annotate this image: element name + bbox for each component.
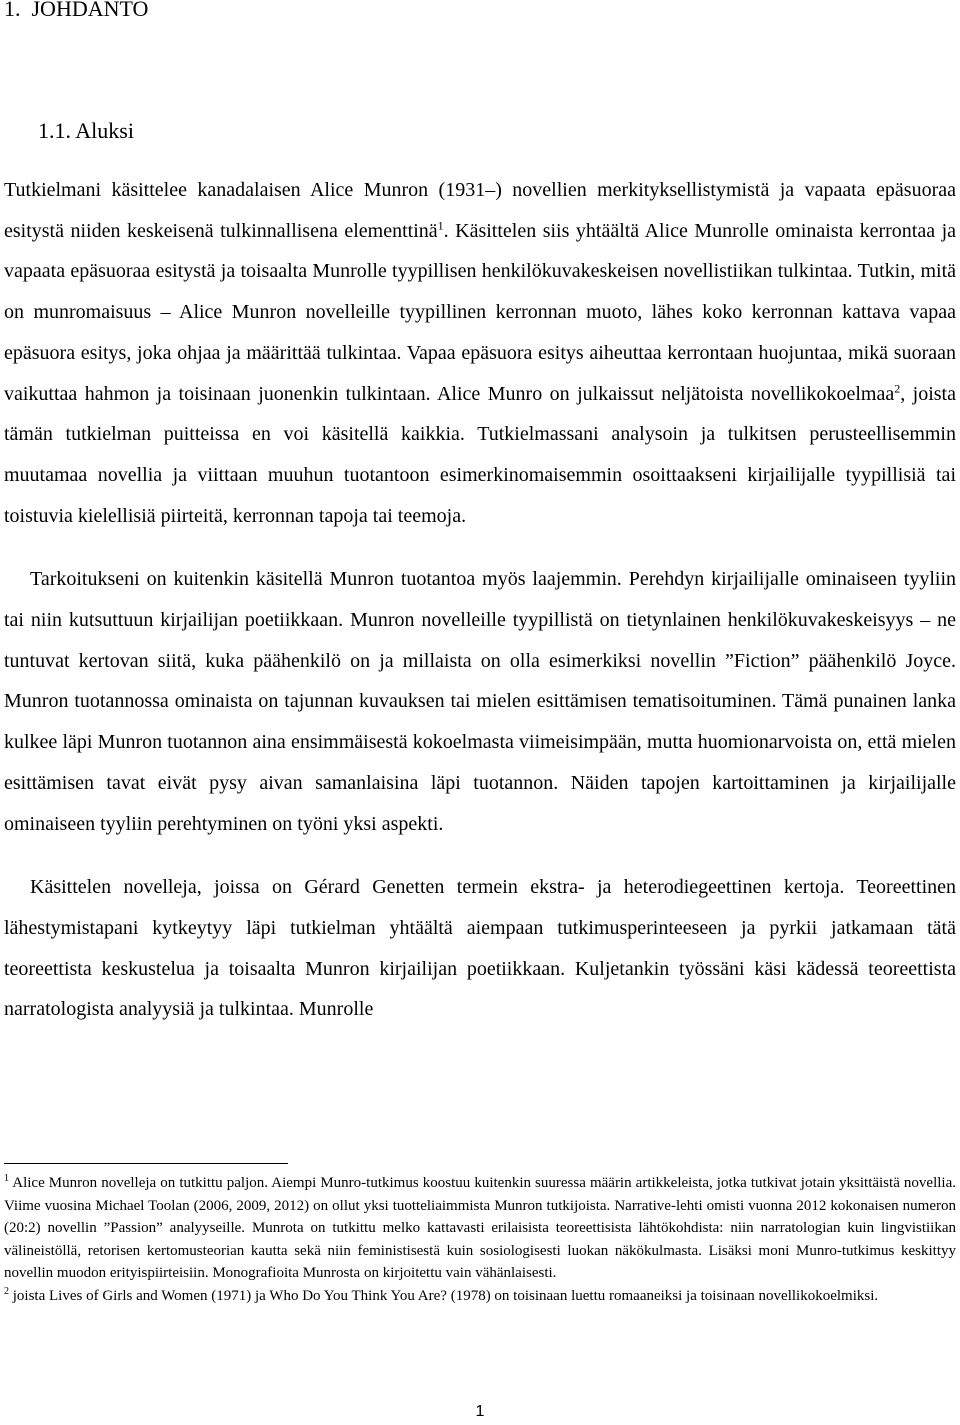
footnote-separator bbox=[4, 1163, 288, 1164]
chapter-heading: 1. JOHDANTO bbox=[4, 0, 149, 21]
page-number: 1 bbox=[475, 1403, 485, 1420]
paragraph-1-part-c: , joista tämän tutkielman puitteissa en voi käsitellä kaikkia. Tutkielmassani analysoin ja tulkitsen perusteellisemmin muutamaa novellia ja viittaan muuhun tuotantoon esimerkinomaisemmin osoittaakseni kirjailijalle tyypillisiä tai toistuvia kielellisiä piirteitä, kerronnan tapoja tai teemoja. bbox=[4, 382, 956, 527]
footnote-1 bbox=[4, 1172, 956, 1285]
paragraph-3: Käsittelen novelleja, joissa on Gérard Genetten termein ekstra- ja heterodiegeettinen kertoja. Teoreettinen lähestymistapani kytkeytyy läpi tutkielman yhtäältä aiempaan tutkimusperinteeseen ja pyrkii jatkamaan tätä teoreettista keskustelua ja toisaalta Munron kirjailijan poetiikkaan. Kuljetankin työssäni käsi kädessä teoreettista narratologista analyysiä ja tulkintaa. Munrolle bbox=[4, 876, 956, 1021]
footnote-2-text: joista Lives of Girls and Women (1971) ja Who Do You Think You Are? (1978) on toisinaan luettu romaaneiksi ja toisinaan novellikokoelmiksi. bbox=[9, 1287, 879, 1304]
body-text bbox=[4, 170, 956, 1053]
paragraph-1-part-b: . Käsittelen siis yhtäältä Alice Munrolle ominaista kerrontaa ja vapaata epäsuoraa esitystä ja toisaalta Munrolle tyypillisen henkilökuvakeskeisen novellistiikan tulkintaa. Tutkin, mitä on munromaisuus – Alice Munron novelleille tyypillinen kerronnan muoto, lähes koko kerronnan kattava vapaa epäsuora esitys, joka ohjaa ja määrittää tulkintaa. Vapaa epäsuora esitys aiheuttaa kerrontaan huojuntaa, mikä suoraan vaikuttaa hahmon ja toisinaan juonenkin tulkintaan. Alice Munro on julkaissut neljätoista novellikokoelmaa bbox=[4, 219, 956, 405]
section-heading: 1.1. Aluksi bbox=[38, 118, 134, 143]
footnote-2-number: 2 bbox=[4, 1285, 9, 1297]
footnote-ref-1[interactable]: 1 bbox=[437, 218, 444, 233]
paragraph-1 bbox=[4, 170, 956, 536]
footnote-2 bbox=[4, 1285, 956, 1308]
footnote-ref-2[interactable]: 2 bbox=[894, 380, 901, 395]
paragraph-1-part-a: Tutkielmani käsittelee kanadalaisen Alice Munron (1931–) novellien merkityksellistymistä ja vapaata epäsuoraa esitystä niiden keskeisenä tulkinnallisena elementtinä bbox=[4, 179, 956, 242]
footnote-1-text: Alice Munron novelleja on tutkittu paljon. Aiempi Munro-tutkimus koostuu kuitenkin suuressa määrin artikkeleista, jotka tutkivat jotain yksittäistä novellia. Viime vuosina Michael Toolan (2006, 2009, 2012) on ollut yksi tuotteliaimmista Munron tutkijoista. Narrative-lehti omisti vuonna 2012 kokonaisen numeron (20:2) novellin ”Passion” analyyseille. Munrota on tutkittu melko kattavasti erilaisista teoreettisista lähtökohdista: niin narratologian kuin lingvistiikan välineistöllä, retorisen kertomusteorian kautta sekä niin feministisestä kuin sosiologisesti luokan näkökulmasta. Lisäksi moni Munro-tutkimus keskittyy novellin muodon erityispiirteisiin. Monografioita Munrosta on kirjoitettu vain vähänlaisesti. bbox=[4, 1175, 956, 1281]
footnote-1-number: 1 bbox=[4, 1173, 9, 1184]
paragraph-2: Tarkoitukseni on kuitenkin käsitellä Munron tuotantoa myös laajemmin. Perehdyn kirjailijalle ominaiseen tyyliin tai niin kutsuttuun kirjailijan poetiikkaan. Munron novelleille tyypillistä on tietynlainen henkilökuvakeskeisyys – ne tuntuvat kertovan siitä, kuka päähenkilö on ja millaista on olla esimerkiksi novellin ”Fiction” päähenkilö Joyce. Munron tuotannossa ominaista on tajunnan kuvauksen tai mielen esittämisen tematisoituminen. Tämä punainen lanka kulkee läpi Munron tuotannon aina ensimmäisestä kokoelmasta viimeisimpään, mutta huomionarvoista on, että mielen esittämisen tavat eivät pysy aivan samanlaisina läpi tuotannon. Näiden tapojen kartoittaminen ja kirjailijalle ominaiseen tyyliin perehtyminen on työni yksi aspekti. bbox=[4, 568, 956, 835]
footnotes bbox=[4, 1172, 956, 1307]
